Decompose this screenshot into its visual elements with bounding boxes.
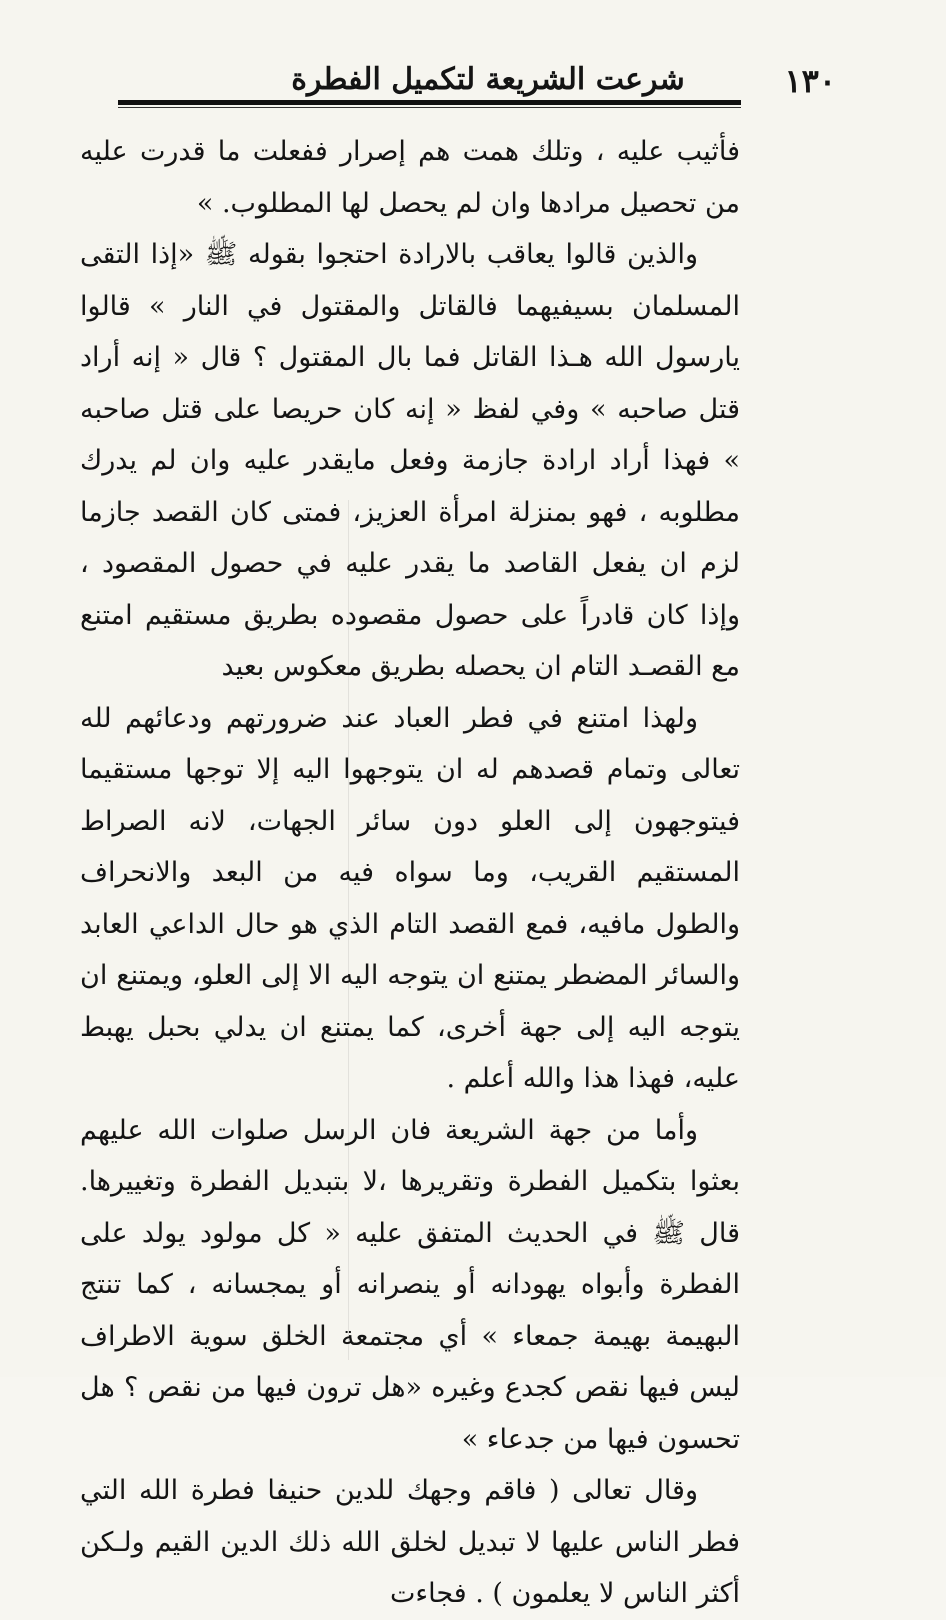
page-body — [80, 126, 740, 1620]
paragraph: ولهذا امتنع في فطر العباد عند ضرورتهم ودعائهم لله تعالى وتمام قصدهم له ان يتوجهوا اليه إلا توجها مستقيما فيتوجهون إلى العلو دون سائر الجهات، لانه الصراط المستقيم القريب، وما سواه فيه من البعد والانحراف والطول مافيه، فمع القصد التام الذي هو حال الداعي العابد والسائر المضطر يمتنع ان يتوجه اليه الا إلى العلو، ويمتنع ان يتوجه اليه إلى جهة أخرى، كما يمتنع ان يدلي بحبل يهبط عليه، فهذا هذا والله أعلم . — [80, 702, 740, 1094]
header-rule — [118, 100, 741, 105]
paragraph: وقال تعالى ( فاقم وجهك للدين حنيفا فطرة الله التي فطر الناس عليها لا تبديل لخلق الله ذلك الدين القيم ولـكن أكثر الناس لا يعلمون ) . فجاءت — [80, 1475, 740, 1609]
header-rule-thin — [118, 107, 741, 108]
paragraph: وأما من جهة الشريعة فان الرسل صلوات الله عليهم بعثوا بتكميل الفطرة وتقريرها ،لا بتبديل الفطرة وتغييرها. قال ﷺ في الحديث المتفق عليه « كل مولود يولد على الفطرة وأبواه يهودانه أو ينصرانه أو يمجسانه ، كما تنتج البهيمة بهيمة جمعاء » أي مجتمعة الخلق سوية الاطراف ليس فيها نقص كجدع وغيره «هل ترون فيها من نقص ؟ هل تحسون فيها من جدعاء » — [80, 1114, 740, 1455]
paragraph: فأثيب عليه ، وتلك همت هم إصرار ففعلت ما قدرت عليه من تحصيل مرادها وان لم يحصل لها المطلوب. » — [80, 136, 740, 219]
page-header — [118, 52, 858, 102]
page-number: ١٣٠ — [784, 62, 836, 100]
paragraph: والذين قالوا يعاقب بالارادة احتجوا بقوله ﷺ «إذا التقى المسلمان بسيفيهما فالقاتل والمقتول في النار » قالوا يارسول الله هـذا القاتل فما بال المقتول ؟ قال « إنه أراد قتل صاحبه » وفي لفظ « إنه كان حريصا على قتل صاحبه » فهذا أراد ارادة جازمة وفعل مايقدر عليه وان لم يدرك مطلوبه ، فهو بمنزلة امرأة العزيز، فمتى كان القصد جازما لزم ان يفعل القاصد ما يقدر عليه في حصول المقصود ، وإذا كان قادراً على حصول مقصوده بطريق مستقيم امتنع مع القصـد التام ان يحصله بطريق معكوس بعيد — [80, 239, 740, 682]
running-title: شرعت الشريعة لتكميل الفطرة — [291, 62, 685, 97]
